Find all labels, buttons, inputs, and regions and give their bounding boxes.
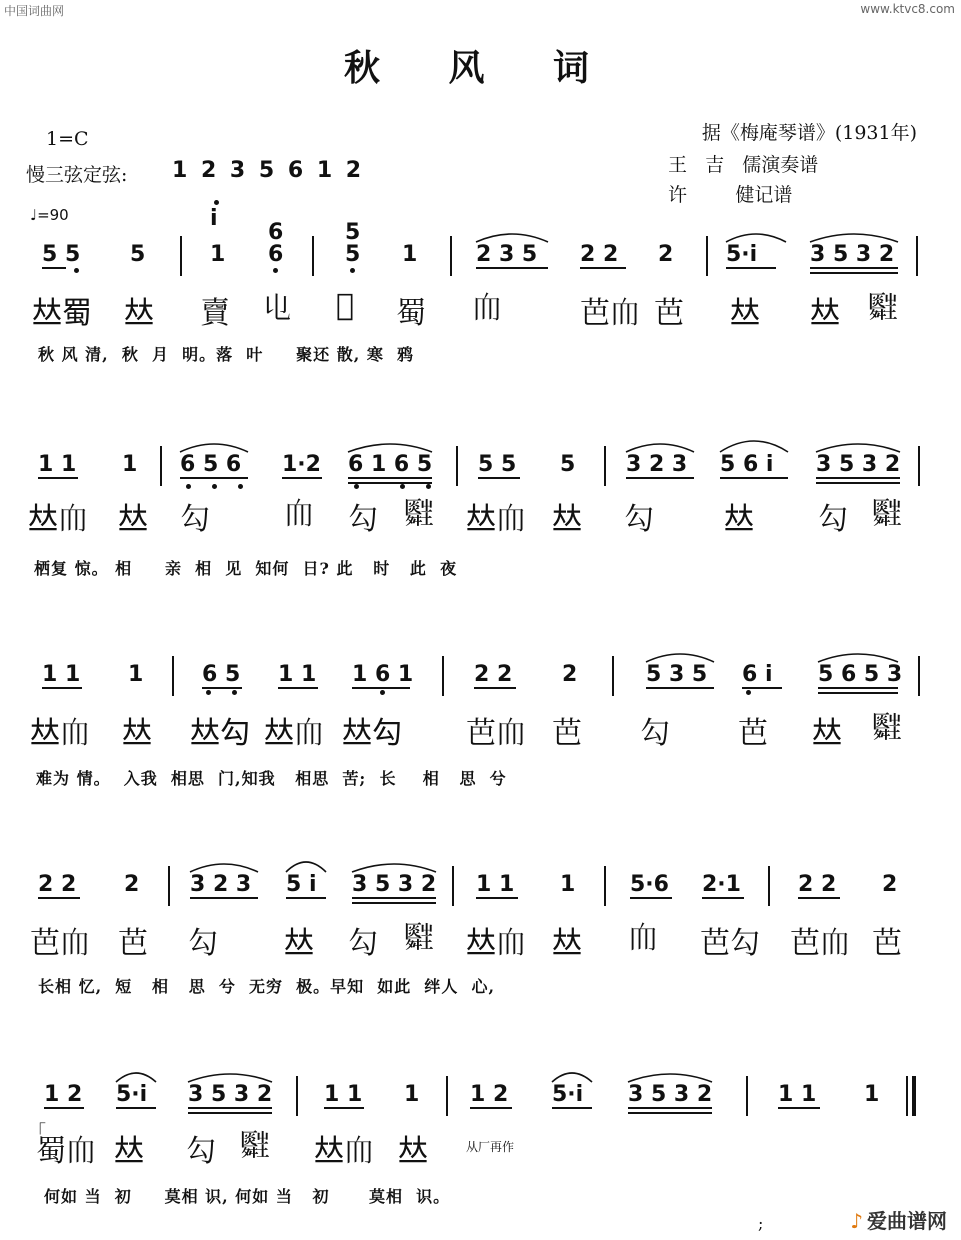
note-group: 2 2 <box>798 872 837 897</box>
barline <box>172 656 174 696</box>
jianzi-glyph: 𦨃 <box>404 497 434 532</box>
barline <box>604 446 606 486</box>
note-group: 1 1 <box>42 662 81 687</box>
octave-dot <box>273 268 278 273</box>
jianzi-glyph: 𠀤蜀 <box>32 296 92 331</box>
jianzi-glyph: 𠀤 <box>730 296 760 331</box>
upper-note: 5 <box>345 220 361 245</box>
note-group: 1 6 1 <box>352 662 414 687</box>
jianzi-glyph: 𦨃 <box>872 711 902 746</box>
note-group: 1 <box>864 1082 880 1107</box>
jianzi-glyph: 勾 <box>180 502 210 537</box>
jianzi-glyph: 𦨃 <box>240 1129 270 1164</box>
jianzi-glyph: 𠀤𦓐 <box>314 1134 374 1169</box>
note-group: 2 <box>658 242 674 267</box>
octave-dot <box>354 484 359 489</box>
barline <box>706 236 708 276</box>
jianzi-glyph: 芭 <box>552 716 582 751</box>
barline <box>746 1076 748 1116</box>
note-group: 2 <box>562 662 578 687</box>
watermark-left: 中国词曲网 <box>4 4 65 18</box>
jianzi-glyph: 芭𦓐 <box>580 296 640 331</box>
jianzi-glyph: 𠀤 <box>284 926 314 961</box>
jianzi-glyph: 𠀤勾 <box>190 716 250 751</box>
note-group: 3 5 3 2 <box>352 872 437 897</box>
logo-icon: ♪ <box>850 1209 863 1233</box>
note-group: 1 1 <box>476 872 515 897</box>
jianzi-glyph: 𠀤𦓐 <box>466 502 526 537</box>
note-group: 6 5 6 <box>180 452 242 477</box>
octave-dot <box>212 484 217 489</box>
note-group: 5 <box>130 242 146 267</box>
lyrics-line: 何如 当 初 莫相 识, 何如 当 初 莫相 识。 <box>44 1187 451 1206</box>
note-group: 5 6 5 3 <box>818 662 903 687</box>
note-group: 1 1 <box>324 1082 363 1107</box>
note-group: 5·i <box>116 1082 148 1107</box>
jianzi-glyph: 𦨃 <box>872 497 902 532</box>
barline <box>604 866 606 906</box>
note-group: 5 <box>560 452 576 477</box>
jianzi-glyph: 勾 <box>624 502 654 537</box>
note-group: 6 5 <box>202 662 241 687</box>
jianzi-glyph: 𦓐 <box>472 291 502 326</box>
jianzi-glyph: 𠀤𦓐 <box>30 716 90 751</box>
key-signature: 1=C <box>46 128 89 150</box>
jianzi-glyph: 芭 <box>738 716 768 751</box>
note-group: 2 <box>882 872 898 897</box>
note-group: 5 <box>345 242 361 267</box>
jianzi-glyph: 𠀤 <box>552 502 582 537</box>
note-group: 5·6 <box>630 872 669 897</box>
octave-dot <box>74 268 79 273</box>
source-note: 据《梅庵琴谱》(1931年) <box>701 122 917 144</box>
barline <box>168 866 170 906</box>
jianzi-glyph: 勾 <box>640 716 670 751</box>
note-group: 1 <box>404 1082 420 1107</box>
jianzi-glyph: 𠀤 <box>118 502 148 537</box>
tuning-label: 慢三弦定弦: <box>26 164 128 186</box>
note-group: 6 i <box>742 662 773 687</box>
note-group: 1 <box>560 872 576 897</box>
octave-dot <box>206 690 211 695</box>
jianzi-glyph: 𠀤 <box>124 296 154 331</box>
jianzi-glyph: 𦓐 <box>284 497 314 532</box>
note-group: 5 6 i <box>720 452 774 477</box>
barline <box>916 236 918 276</box>
note-group: 5 i <box>286 872 317 897</box>
note-group: 5·i <box>726 242 758 267</box>
performer-note: 王 吉 儒演奏谱 <box>668 154 819 176</box>
jianzi-glyph: 𠀤 <box>812 716 842 751</box>
footer-logo <box>850 1205 947 1234</box>
barline <box>612 656 614 696</box>
page-title: 秋 风 词 <box>343 47 618 89</box>
jianzi-glyph: 𠀤𦓐 <box>466 926 526 961</box>
jianzi-glyph: 芭 <box>872 926 902 961</box>
note-group: 1 1 <box>38 452 77 477</box>
note-group: 3 5 3 2 <box>188 1082 273 1107</box>
lyrics-line: 长相 忆, 短 相 思 兮 无穷 极。早知 如此 绊人 心, <box>38 977 496 996</box>
note-group: 3 2 3 <box>190 872 252 897</box>
jianzi-glyph: 芭 <box>118 926 148 961</box>
note-group: 1 <box>128 662 144 687</box>
note-group: 1 1 <box>778 1082 817 1107</box>
jianzi-glyph: 芭𦓐 <box>790 926 850 961</box>
lyrics-line: 栖复 惊。 相 亲 相 见 知何 日? 此 时 此 夜 <box>34 559 458 578</box>
octave-dot <box>426 484 431 489</box>
octave-dot <box>380 690 385 695</box>
octave-dot <box>232 690 237 695</box>
jianzi-note: 从厂再作 <box>466 1140 515 1154</box>
note-group: 1 2 <box>44 1082 83 1107</box>
barline <box>450 236 452 276</box>
barline <box>160 446 162 486</box>
note-group: 1·2 <box>282 452 321 477</box>
jianzi-glyph: 勾 <box>348 502 378 537</box>
jianzi-glyph: 𧶠 <box>200 296 230 331</box>
note-group: 3 5 3 2 <box>810 242 895 267</box>
barline <box>442 656 444 696</box>
note-group: 1 <box>122 452 138 477</box>
barline <box>918 446 920 486</box>
jianzi-glyph: 蜀 <box>396 296 426 331</box>
barline <box>768 866 770 906</box>
note-group: 3 2 3 <box>626 452 688 477</box>
jianzi-glyph: 𠀤𦓐 <box>264 716 324 751</box>
note-group: 5 5 <box>42 242 81 267</box>
note-group: 2 3 5 <box>476 242 538 267</box>
jianzi-glyph: 𠀤 <box>122 716 152 751</box>
note-group: 2 2 <box>474 662 513 687</box>
octave-dot <box>238 484 243 489</box>
note-group: 2·1 <box>702 872 741 897</box>
barline <box>312 236 314 276</box>
octave-dot <box>400 484 405 489</box>
jianzi-glyph: 𦨃 <box>868 291 898 326</box>
tuning-notes: 1 2 3 5 6 1 2 <box>172 158 365 183</box>
lyrics-line: 难为 情。 入我 相思 门,知我 相思 苦; 长 相 思 兮 <box>36 769 507 788</box>
jianzi-glyph: 勾 <box>186 1134 216 1169</box>
note-group: 2 <box>124 872 140 897</box>
barline <box>452 866 454 906</box>
jianzi-glyph: 芭 <box>654 296 684 331</box>
jianzi-glyph: 𠀤勾 <box>342 716 402 751</box>
final-barline-thin <box>906 1076 908 1116</box>
jianzi-glyph: 𦨃 <box>404 921 434 956</box>
semicolon-mark: ; <box>758 1214 764 1233</box>
octave-dot <box>350 268 355 273</box>
jianzi-glyph: 𣁸 <box>336 288 355 323</box>
note-group: 3 5 3 2 <box>816 452 901 477</box>
note-group: 3 5 3 2 <box>628 1082 713 1107</box>
final-barline-thick <box>912 1076 916 1116</box>
watermark-right: www.ktvc8.com <box>860 2 955 16</box>
octave-dot <box>186 484 191 489</box>
note-group: 5·i <box>552 1082 584 1107</box>
note-group: 1 <box>402 242 418 267</box>
jianzi-glyph: 蜀𦓐 <box>36 1134 96 1169</box>
upper-note: i <box>210 206 218 231</box>
logo-text: 爱曲谱网 <box>867 1209 947 1233</box>
note-group: 2 2 <box>580 242 619 267</box>
note-group: 6 <box>268 242 284 267</box>
barline <box>446 1076 448 1116</box>
jianzi-glyph: 勾 <box>188 926 218 961</box>
octave-dot <box>214 200 219 205</box>
note-group: 5 5 <box>478 452 517 477</box>
jianzi-glyph: 芭𦓐 <box>30 926 90 961</box>
note-group: 6 1 6 5 <box>348 452 433 477</box>
jianzi-glyph: 芭𦓐 <box>466 716 526 751</box>
note-group: 5 3 5 <box>646 662 708 687</box>
upper-note: 6 <box>268 220 284 245</box>
barline <box>918 656 920 696</box>
bracket-mark: 「 <box>28 1122 46 1143</box>
jianzi-glyph: 芭勾 <box>700 926 760 961</box>
jianzi-glyph: 𠀤 <box>810 296 840 331</box>
jianzi-glyph: 𠄑 <box>262 291 292 326</box>
barline <box>456 446 458 486</box>
jianzi-glyph: 𠀤 <box>114 1134 144 1169</box>
octave-dot <box>746 690 751 695</box>
lyrics-line: 秋 风 清, 秋 月 明。落 叶 聚还 散, 寒 鸦 <box>38 345 414 364</box>
tempo-mark: ♩=90 <box>30 206 69 224</box>
jianzi-glyph: 𠀤𦓐 <box>28 502 88 537</box>
barline <box>296 1076 298 1116</box>
note-group: 1 <box>210 242 226 267</box>
jianzi-glyph: 𦓐 <box>628 921 658 956</box>
note-group: 2 2 <box>38 872 77 897</box>
note-group: 1 2 <box>470 1082 509 1107</box>
jianzi-glyph: 𠀤 <box>398 1134 428 1169</box>
transcriber-note: 许 健记谱 <box>668 184 793 206</box>
jianzi-glyph: 勾 <box>818 502 848 537</box>
barline <box>180 236 182 276</box>
jianzi-glyph: 𠀤 <box>724 502 754 537</box>
jianzi-glyph: 勾 <box>348 926 378 961</box>
note-group: 1 1 <box>278 662 317 687</box>
jianzi-glyph: 𠀤 <box>552 926 582 961</box>
